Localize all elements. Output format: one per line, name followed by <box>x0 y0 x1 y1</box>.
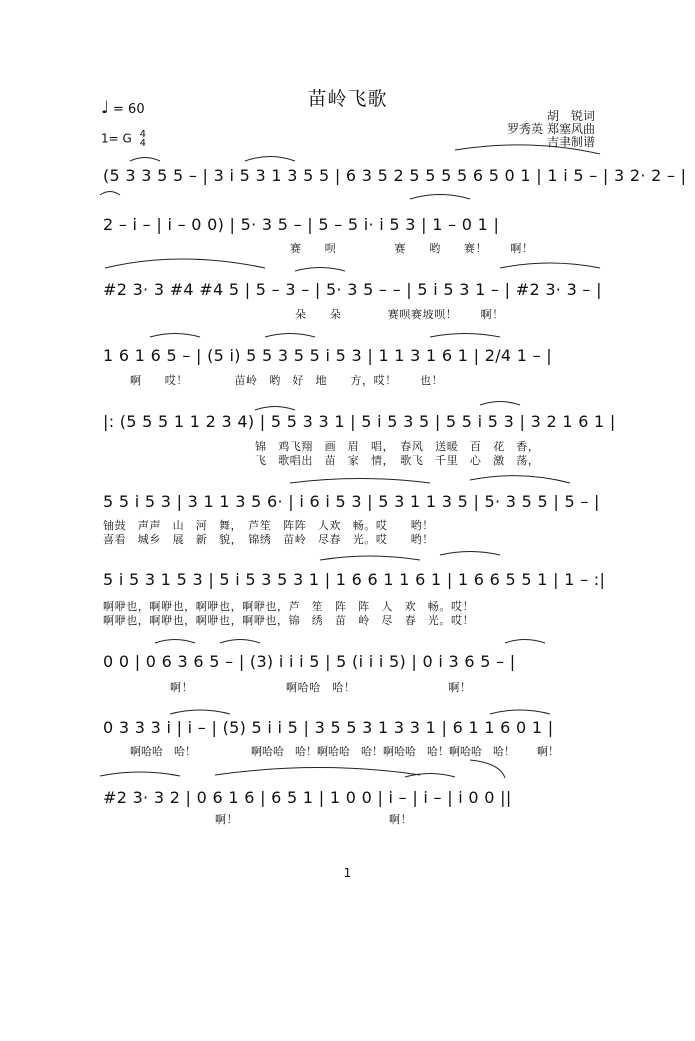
lyric-line-6a: 铀鼓 声声 山 河 舞， 芦笙 阵阵 人欢 畅。哎 哟！ <box>103 519 434 532</box>
lyricist-credit: 胡 锐词 <box>546 109 595 123</box>
music-line-2: 2 – i – | i – 0 0) | 5· 3 5 – | 5 – 5 i· i 5 3 | 1 – 0 1 | <box>103 215 500 234</box>
lyric-line-5a: 锦 鸡飞翔 画 眉 唱， 春风 送暖 百 花 香， <box>255 440 540 453</box>
key-signature <box>101 130 146 148</box>
lyric-line-9: 啊哈哈 哈！ 啊哈哈 哈！啊哈哈 哈！啊哈哈 哈！啊哈哈 哈！ 啊！ <box>130 745 559 758</box>
key-label: 1= G <box>101 131 132 146</box>
score-title: 苗岭飞歌 <box>307 88 388 110</box>
music-line-9: 0 3 3 3 i | i – | (5) 5 i i 5 | 3 5 5 3 1 3 3 1 | 6 1 1 6 0 1 | <box>103 718 554 737</box>
lyric-line-7a: 啊咿也，啊咿也，啊咿也，啊咿也，芦 笙 阵 阵 人 欢 畅。哎！ <box>103 600 475 613</box>
music-line-6: 5 5 i 5 3 | 3 1 1 3 5 6· | i 6 i 5 3 | 5 3 1 1 3 5 | 5· 3 5 5 | 5 – | <box>103 492 600 511</box>
music-line-7: 5 i 5 3 1 5 3 | 5 i 5 3 5 3 1 | 1 6 6 1 1 6 1 | 1 6 6 5 5 1 | 1 – :| <box>103 570 606 589</box>
time-bottom: 4 <box>139 138 147 149</box>
lyric-line-5b: 飞 歌唱出 苗 家 情， 歌飞 千里 心 激 荡， <box>255 454 540 467</box>
music-line-3: #2 3· 3 #4 #4 5 | 5 – 3 – | 5· 3 5 – – | 5 i 5 3 1 – | #2 3· 3 – | <box>103 280 602 299</box>
music-line-5: |: (5 5 5 1 1 2 3 4) | 5 5 3 3 1 | 5 i 5 3 5 | 5 5 i 5 3 | 3 2 1 6 1 | <box>103 412 616 431</box>
quarter-note-icon: ♩ <box>101 98 110 118</box>
lyric-line-3: 朵 朵 赛呗赛坡呗！ 啊！ <box>295 308 504 321</box>
lyric-line-10: 啊！ 啊！ <box>215 813 413 826</box>
time-signature <box>140 130 146 148</box>
credits-block <box>507 110 595 149</box>
lyric-line-6b: 喜看 城乡 展 新 貌， 锦绣 苗岭 尽春 光。哎 哟！ <box>103 533 434 546</box>
page-number: 1 <box>343 866 352 880</box>
tempo-marking <box>101 98 145 118</box>
tempo-value: = 60 <box>113 102 145 117</box>
lyric-line-8: 啊！ 啊哈哈 哈！ 啊！ <box>170 681 472 694</box>
music-line-10: #2 3· 3 2 | 0 6 1 6 | 6 5 1 | 1 0 0 | i – | i – | i 0 0 || <box>103 788 512 807</box>
music-line-1: (5 3 3 5 5 – | 3 i 5 3 1 3 5 5 | 6 3 5 2 5 5 5 5 6 5 0 1 | 1 i 5 – | 3 2· 2 – | <box>103 166 687 185</box>
composer-credit: 罗秀英 郑塞风曲 <box>507 122 595 136</box>
lyric-line-7b: 啊咿也，啊咿也，啊咿也，啊咿也，锦 绣 苗 岭 尽 春 光。哎！ <box>103 614 475 627</box>
lyric-line-2: 赛 呗 赛 哟 赛！ 啊！ <box>290 242 534 255</box>
music-line-4: 1 6 1 6 5 – | (5 i) 5 5 3 5 5 i 5 3 | 1 1 3 1 6 1 | 2/4 1 – | <box>103 346 552 365</box>
music-line-8: 0 0 | 0 6 3 6 5 – | (3) i i i 5 | 5 (i i i 5) | 0 i 3 6 5 – | <box>103 652 516 671</box>
arranger-credit: 吉聿制谱 <box>546 135 595 149</box>
time-top: 4 <box>139 129 147 140</box>
lyric-line-4: 啊 哎！ 苗岭 哟 好 地 方，哎！ 也！ <box>130 374 444 387</box>
